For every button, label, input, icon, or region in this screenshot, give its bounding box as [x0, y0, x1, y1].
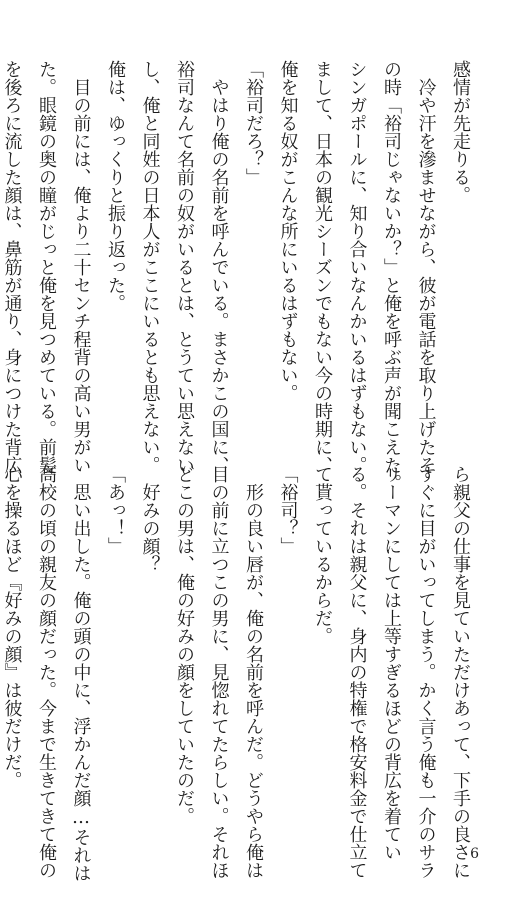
text-line: 高校の頃の親友の顔だった。今まで生きてきて俺の	[36, 465, 57, 879]
text-line: リーマンにしては上等すぎるほどの背広を着てい	[381, 465, 402, 861]
text-line: 好みの顔？	[139, 465, 161, 573]
page-number: 6	[470, 846, 479, 862]
text-line: 目の前には、俺より二十センチ程背の高い男がい	[70, 60, 92, 474]
text-line: 「あっ！」	[105, 465, 126, 555]
text-line: シンガポールに、知り合いなんかいるはずもない。	[346, 60, 368, 474]
text-line: 感情が先走りる。	[450, 60, 471, 204]
text-line: やはり俺の名前を呼んでいる。まさかこの国に、	[208, 60, 230, 474]
text-line: 「裕司？」	[277, 465, 299, 555]
text-line: の時「裕司じゃないか？」と俺を呼ぶ声が聞こえた。	[381, 60, 402, 492]
text-line: る。それは親父に、身内の特権で格安料金で仕立て	[346, 465, 368, 879]
text-line: 俺を知る奴がこんな所にいるはずもない。	[277, 60, 299, 402]
text-line: 冷や汗を滲ませながら、彼が電話を取り上げたそ	[415, 60, 437, 474]
text-line: 裕司なんて名前の奴がいるとは、とうてい思えない	[174, 60, 195, 474]
text-line: 形の良い唇が、俺の名前を呼んだ。どうやら俺は	[243, 465, 264, 879]
text-line: 思い出した。俺の頭の中に、浮かんだ顔…それは	[70, 465, 92, 882]
text-line: て貰っているからだ。	[312, 465, 333, 645]
lower-text-block	[1, 465, 477, 882]
text-line: どこの男は、俺の好みの顔をしていたのだ。	[174, 465, 195, 825]
text-line: すぐに目がいってしまう。かく言う俺も一介のサラ	[415, 465, 437, 879]
text-line: ら親父の仕事を見ていただけあって、下手の良さに	[450, 465, 471, 879]
text-line: た。眼鏡の奥の瞳がじっと俺を見つめている。前髪	[36, 60, 57, 474]
text-line: 目の前に立つこの男に、見惚れてたらしい。それほ	[208, 465, 230, 879]
text-line: を後ろに流した顔は、鼻筋が通り、身につけた背広	[1, 60, 23, 474]
upper-text-block	[1, 60, 477, 492]
text-line: し、俺と同姓の日本人がここにいるとも思えない。	[139, 60, 161, 474]
text-line: まして、日本の観光シーズンでもない今の時期に、	[312, 60, 333, 474]
text-line: 俺は、ゆっくりと振り返った。	[105, 60, 126, 312]
text-line: 心を操るほど『好みの顔』は彼だけだ。	[1, 465, 23, 789]
text-line: 「裕司だろ？」	[243, 60, 264, 186]
